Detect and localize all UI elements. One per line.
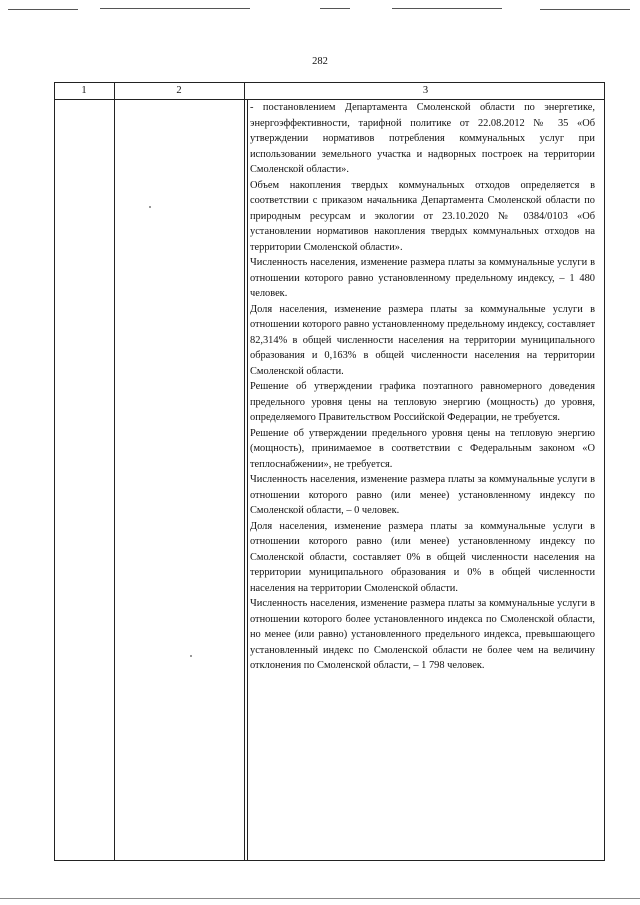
- paragraph: Решение об утверждении графика поэтапного равномерного доведения предельного уровня цены на тепловую энергию (мощность) до уровня, определяемого Правительством Российской Федерации, не требуется.: [250, 381, 595, 423]
- scan-speck: [149, 206, 151, 208]
- paragraph: Доля населения, изменение размера платы за коммунальные услуги в отношении которого равно установленному предельному индексу, составляет 82,314% в общей численности населения на территории муниципального образования и 0,163% в общей численности населения на территории Смоленской области.: [250, 303, 595, 377]
- table-bottom-border: [54, 860, 605, 861]
- scan-artifact-line: [320, 8, 350, 9]
- table-cell-col-3: [250, 100, 595, 674]
- paragraph: Доля населения, изменение размера платы за коммунальные услуги в отношении которого равно (или менее) установленному индексу по Смоленской области, составляет 0% в общей численности населения на территории муниципального образования и 0% в общей численности населения на территории Смоленской области.: [250, 520, 595, 594]
- scan-speck: [190, 655, 192, 657]
- paragraph: Численность населения, изменение размера платы за коммунальные услуги в отношении которого равно установленному предельному индексу, – 1 480 человек.: [250, 257, 595, 299]
- table-header-col-1: 1: [81, 85, 87, 96]
- page-number: 282: [312, 56, 328, 67]
- scan-artifact-line: [8, 9, 78, 10]
- paragraph: Численность населения, изменение размера платы за коммунальные услуги в отношении которого равно (или менее) установленному индексу по Смоленской области, – 0 человек.: [250, 474, 595, 516]
- scan-artifact-line: [392, 8, 502, 9]
- paragraph: - постановлением Департамента Смоленской области по энергетике, энергоэффективности, тарифной политике от 22.08.2012 № 35 «Об утверждении нормативов потребления коммунальных услуг при использовании земельного участка и надворных построек на территории Смоленской области».: [250, 102, 595, 175]
- table-column-divider: [247, 99, 248, 860]
- scan-artifact-line: [0, 898, 640, 899]
- table-header-col-3: 3: [422, 85, 429, 96]
- paragraph: Объем накопления твердых коммунальных отходов определяется в соответствии с приказом начальника Департамента Смоленской области по природным ресурсам и экологии от 23.10.2020 № 0384/0103 «Об установлении нормативов накопления твердых коммунальных отходов на территории Смоленской области».: [250, 179, 595, 253]
- table-header-col-2: 2: [176, 85, 182, 96]
- paragraph: Численность населения, изменение размера платы за коммунальные услуги в отношении которого более установленного индекса по Смоленской области, но менее (или равно) установленного предельного индекса, превышающего установленный индекс по Смоленской области не более чем на величину отклонения по Смоленской области, – 1 798 человек.: [250, 598, 595, 671]
- table-column-divider: [114, 82, 115, 860]
- table-column-divider: [244, 82, 245, 860]
- table-left-border: [54, 82, 55, 860]
- paragraph: Решение об утверждении предельного уровня цены на тепловую энергию (мощность), принимаемое в соответствии с Федеральным законом «О теплоснабжении», не требуется.: [250, 427, 595, 470]
- scan-artifact-line: [540, 9, 630, 10]
- scan-artifact-line: [100, 8, 250, 9]
- table-top-border: [54, 82, 605, 83]
- table-right-border: [604, 82, 605, 860]
